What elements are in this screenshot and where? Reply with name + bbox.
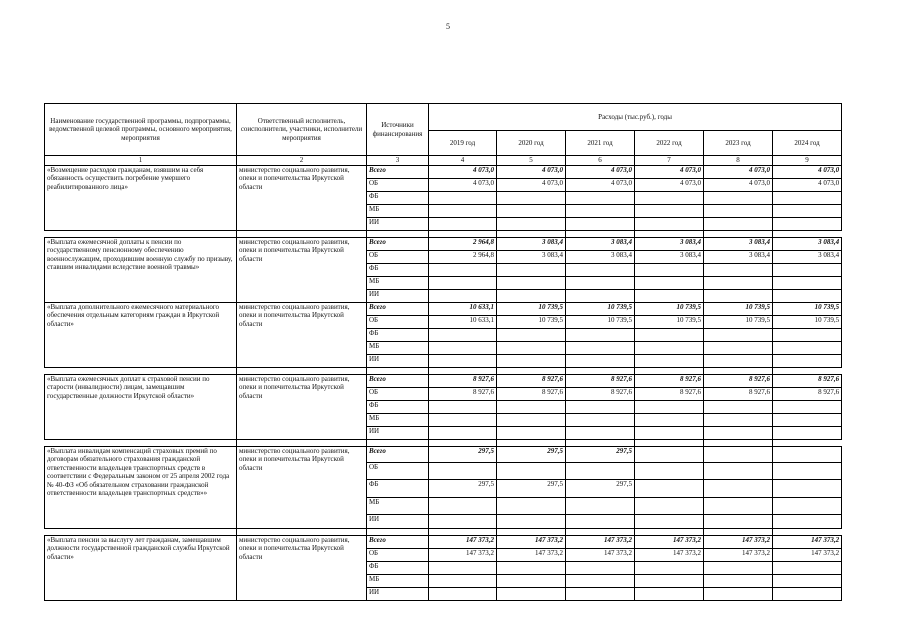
expense-value: [566, 277, 635, 290]
expense-value: 3 083,4: [566, 238, 635, 251]
expense-value: 2 964,8: [429, 251, 497, 264]
expense-value: 4 073,0: [429, 166, 497, 179]
table-row: [45, 447, 842, 463]
expense-value: 8 927,6: [635, 388, 704, 401]
expense-value: [566, 205, 635, 218]
expense-value: [497, 427, 566, 440]
expense-value: [497, 329, 566, 342]
expense-value: [497, 498, 566, 515]
spacer-cell: [429, 368, 497, 375]
program-name: «Выплата ежемесячных доплат к страховой пенсии по старости (инвалидности) лицам, замещавшим государственные должности Иркутской области»: [45, 375, 237, 440]
expense-value: [704, 588, 773, 601]
expense-value: 147 373,2: [429, 536, 497, 549]
expense-value: [429, 205, 497, 218]
expense-value: [704, 515, 773, 529]
spacer-cell: [497, 440, 566, 447]
responsible-executor: министерство социального развития, опеки и попечительства Иркутской области: [237, 375, 367, 440]
spacer-cell: [566, 231, 635, 238]
expense-value: [635, 575, 704, 588]
expense-value: [429, 355, 497, 368]
expense-value: [773, 447, 842, 463]
expense-value: 3 083,4: [704, 251, 773, 264]
program-name: «Выплата ежемесячной доплаты к пенсии по государственному пенсионному обеспечению военнослужащим, проходившим военную службу по призыву, ставшим инвалидами вследствие военной травмы»: [45, 238, 237, 303]
expense-value: [566, 515, 635, 529]
funding-source: Всего: [367, 303, 429, 316]
expense-value: 297,5: [429, 480, 497, 498]
spacer-cell: [429, 231, 497, 238]
column-number: 4: [429, 156, 497, 166]
funding-source: МБ: [367, 414, 429, 427]
spacer-cell: [566, 368, 635, 375]
spacer-cell: [773, 231, 842, 238]
expense-value: [429, 414, 497, 427]
expense-value: 147 373,2: [497, 536, 566, 549]
column-number: 3: [367, 156, 429, 166]
expense-value: [566, 498, 635, 515]
funding-source: ОБ: [367, 251, 429, 264]
expense-value: [566, 562, 635, 575]
expense-value: [635, 463, 704, 480]
expense-value: 8 927,6: [429, 388, 497, 401]
expense-value: [635, 277, 704, 290]
expense-value: 4 073,0: [704, 166, 773, 179]
spacer-cell: [497, 529, 566, 536]
expense-value: 10 739,5: [773, 316, 842, 329]
table-row: [45, 303, 842, 316]
expense-value: 147 373,2: [635, 536, 704, 549]
expense-value: 8 927,6: [497, 375, 566, 388]
expense-value: [635, 218, 704, 231]
expense-value: [773, 515, 842, 529]
expense-value: [773, 355, 842, 368]
header-source: Источники финансирования: [367, 104, 429, 156]
expense-value: 10 739,5: [497, 316, 566, 329]
spacer-cell: [635, 440, 704, 447]
funding-source: Всего: [367, 166, 429, 179]
spacer-cell: [773, 368, 842, 375]
spacer-cell: [367, 440, 429, 447]
spacer-cell: [237, 368, 367, 375]
expense-value: 297,5: [566, 480, 635, 498]
expense-value: [429, 498, 497, 515]
spacer-cell: [704, 440, 773, 447]
expense-value: 4 073,0: [704, 179, 773, 192]
expense-value: [704, 562, 773, 575]
expense-value: 4 073,0: [773, 179, 842, 192]
expense-value: 3 083,4: [566, 251, 635, 264]
header-year: 2019 год: [429, 131, 497, 156]
expense-value: 297,5: [497, 480, 566, 498]
expense-value: [566, 342, 635, 355]
expense-value: 147 373,2: [704, 536, 773, 549]
expense-value: [635, 342, 704, 355]
funding-source: МБ: [367, 277, 429, 290]
expense-value: [497, 575, 566, 588]
spacer-cell: [566, 529, 635, 536]
expense-value: 10 739,5: [635, 316, 704, 329]
expense-value: 3 083,4: [497, 251, 566, 264]
funding-source: Всего: [367, 375, 429, 388]
expense-value: [773, 575, 842, 588]
expense-value: [497, 277, 566, 290]
table-row: [45, 238, 842, 251]
funding-source: ФБ: [367, 480, 429, 498]
expense-value: 147 373,2: [773, 536, 842, 549]
expense-value: 8 927,6: [566, 388, 635, 401]
expense-value: [635, 562, 704, 575]
expense-value: 4 073,0: [635, 179, 704, 192]
expense-value: [773, 342, 842, 355]
table-row: [45, 375, 842, 388]
expense-value: 10 739,5: [566, 316, 635, 329]
spacer-cell: [566, 440, 635, 447]
expense-value: [497, 290, 566, 303]
expense-value: [429, 463, 497, 480]
expense-value: [497, 515, 566, 529]
funding-source: ИИ: [367, 588, 429, 601]
column-number: 7: [635, 156, 704, 166]
funding-source: МБ: [367, 342, 429, 355]
expense-value: 4 073,0: [566, 166, 635, 179]
expense-value: [566, 463, 635, 480]
row-spacer: [45, 440, 842, 447]
funding-source: ФБ: [367, 329, 429, 342]
expense-value: [429, 427, 497, 440]
expense-value: 147 373,2: [566, 536, 635, 549]
expense-value: 3 083,4: [635, 251, 704, 264]
spacer-cell: [45, 440, 237, 447]
funding-source: Всего: [367, 447, 429, 463]
expense-value: [635, 447, 704, 463]
spacer-cell: [367, 529, 429, 536]
expense-value: [497, 205, 566, 218]
funding-source: Всего: [367, 238, 429, 251]
funding-source: ИИ: [367, 355, 429, 368]
spacer-cell: [237, 231, 367, 238]
expense-value: [566, 264, 635, 277]
expense-value: 3 083,4: [773, 251, 842, 264]
expense-value: [497, 401, 566, 414]
expense-value: [773, 264, 842, 277]
spacer-cell: [635, 231, 704, 238]
expense-value: [704, 342, 773, 355]
expense-value: 10 739,5: [635, 303, 704, 316]
page-number: 5: [446, 22, 450, 31]
table-row: [45, 166, 842, 179]
expense-value: [704, 414, 773, 427]
expense-value: [566, 427, 635, 440]
expense-value: [566, 575, 635, 588]
expense-value: 10 739,5: [566, 303, 635, 316]
expense-value: [704, 264, 773, 277]
expense-value: [704, 290, 773, 303]
expense-value: [773, 414, 842, 427]
spacer-cell: [704, 231, 773, 238]
expense-value: [429, 588, 497, 601]
expense-value: 10 633,1: [429, 316, 497, 329]
header-expenses: Расходы (тыс.руб.), годы: [429, 104, 842, 131]
funding-source: ОБ: [367, 388, 429, 401]
expense-value: [429, 562, 497, 575]
expense-value: [566, 355, 635, 368]
expense-value: 297,5: [566, 447, 635, 463]
expense-value: [704, 218, 773, 231]
spacer-cell: [497, 368, 566, 375]
expense-value: [704, 427, 773, 440]
expense-value: 8 927,6: [704, 388, 773, 401]
responsible-executor: министерство социального развития, опеки и попечительства Иркутской области: [237, 303, 367, 368]
expense-value: 3 083,4: [497, 238, 566, 251]
column-number: 2: [237, 156, 367, 166]
spacer-cell: [429, 440, 497, 447]
expense-value: [773, 277, 842, 290]
expense-value: [497, 218, 566, 231]
expense-value: [497, 414, 566, 427]
expense-value: [566, 290, 635, 303]
expense-value: 10 633,1: [429, 303, 497, 316]
expense-value: 147 373,2: [635, 549, 704, 562]
responsible-executor: министерство социального развития, опеки и попечительства Иркутской области: [237, 536, 367, 601]
program-name: «Возмещение расходов гражданам, взявшим на себя обязанность осуществить погребение умершего реабилитированного лица»: [45, 166, 237, 231]
expense-value: 147 373,2: [704, 549, 773, 562]
expense-value: 8 927,6: [566, 375, 635, 388]
funding-source: ФБ: [367, 401, 429, 414]
expense-value: [773, 192, 842, 205]
expense-value: 8 927,6: [773, 375, 842, 388]
header-year: 2022 год: [635, 131, 704, 156]
expense-value: 10 739,5: [704, 316, 773, 329]
spacer-cell: [773, 529, 842, 536]
header-year: 2021 год: [566, 131, 635, 156]
spacer-cell: [497, 231, 566, 238]
expense-value: [635, 480, 704, 498]
budget-table: [44, 103, 842, 601]
responsible-executor: министерство социального развития, опеки и попечительства Иркутской области: [237, 447, 367, 529]
expense-value: 147 373,2: [497, 549, 566, 562]
expense-value: [704, 480, 773, 498]
expense-value: 297,5: [497, 447, 566, 463]
expense-value: [704, 575, 773, 588]
spacer-cell: [635, 529, 704, 536]
expense-value: 3 083,4: [773, 238, 842, 251]
expense-value: [773, 562, 842, 575]
column-number: 8: [704, 156, 773, 166]
funding-source: ИИ: [367, 290, 429, 303]
expense-value: 4 073,0: [497, 179, 566, 192]
expense-value: 8 927,6: [773, 388, 842, 401]
funding-source: МБ: [367, 498, 429, 515]
spacer-cell: [45, 368, 237, 375]
spacer-cell: [367, 231, 429, 238]
expense-value: [429, 264, 497, 277]
expense-value: 147 373,2: [429, 549, 497, 562]
expense-value: [429, 329, 497, 342]
expense-value: [704, 355, 773, 368]
expense-value: 3 083,4: [704, 238, 773, 251]
expense-value: [497, 264, 566, 277]
expense-value: [773, 218, 842, 231]
expense-value: 4 073,0: [635, 166, 704, 179]
table-row: [45, 536, 842, 549]
program-name: «Выплата инвалидам компенсаций страховых премий по договорам обязательного страхования гражданской ответственности владельцев транспортных средств в соответствии с Федеральным законом от 25 апреля 2002 года № 40-ФЗ «Об обязательном страховании гражданской ответственности владельцев транспортных средств»»: [45, 447, 237, 529]
expense-value: 10 739,5: [497, 303, 566, 316]
expense-value: [566, 192, 635, 205]
spacer-cell: [237, 440, 367, 447]
expense-value: [635, 427, 704, 440]
expense-value: [773, 480, 842, 498]
column-number: 5: [497, 156, 566, 166]
spacer-cell: [237, 529, 367, 536]
funding-source: ОБ: [367, 463, 429, 480]
header-executor: Ответственный исполнитель, соисполнители, участники, исполнители мероприятия: [237, 104, 367, 156]
funding-source: ИИ: [367, 218, 429, 231]
spacer-cell: [704, 529, 773, 536]
expense-value: [773, 205, 842, 218]
expense-value: 10 739,5: [773, 303, 842, 316]
expense-value: 147 373,2: [566, 549, 635, 562]
expense-value: 3 083,4: [635, 238, 704, 251]
expense-value: [497, 562, 566, 575]
responsible-executor: министерство социального развития, опеки и попечительства Иркутской области: [237, 238, 367, 303]
expense-value: [429, 277, 497, 290]
program-name: «Выплата пенсии за выслугу лет гражданам, замещавшим должности государственной гражданской службы Иркутской области»: [45, 536, 237, 601]
expense-value: 8 927,6: [635, 375, 704, 388]
expense-value: [497, 355, 566, 368]
expense-value: [635, 329, 704, 342]
budget-body: [45, 166, 842, 601]
expense-value: [704, 498, 773, 515]
funding-source: ФБ: [367, 264, 429, 277]
spacer-cell: [45, 231, 237, 238]
funding-source: МБ: [367, 205, 429, 218]
expense-value: 8 927,6: [497, 388, 566, 401]
expense-value: [635, 515, 704, 529]
header-year: 2024 год: [773, 131, 842, 156]
expense-value: [635, 588, 704, 601]
expense-value: [635, 290, 704, 303]
row-spacer: [45, 231, 842, 238]
expense-value: [497, 192, 566, 205]
expense-value: 147 373,2: [773, 549, 842, 562]
funding-source: МБ: [367, 575, 429, 588]
funding-source: ОБ: [367, 316, 429, 329]
expense-value: 10 739,5: [704, 303, 773, 316]
expense-value: 4 073,0: [773, 166, 842, 179]
header-year: 2023 год: [704, 131, 773, 156]
row-spacer: [45, 368, 842, 375]
expense-value: [704, 401, 773, 414]
expense-value: 4 073,0: [497, 166, 566, 179]
expense-value: [635, 414, 704, 427]
spacer-cell: [429, 529, 497, 536]
expense-value: [704, 205, 773, 218]
expense-value: [773, 463, 842, 480]
expense-value: 297,5: [429, 447, 497, 463]
spacer-cell: [367, 368, 429, 375]
expense-value: 4 073,0: [566, 179, 635, 192]
row-spacer: [45, 529, 842, 536]
funding-source: ИИ: [367, 515, 429, 529]
expense-value: [429, 401, 497, 414]
expense-value: [773, 588, 842, 601]
expense-value: 8 927,6: [429, 375, 497, 388]
expense-value: [429, 192, 497, 205]
expense-value: [429, 290, 497, 303]
expense-value: [497, 463, 566, 480]
expense-value: [635, 205, 704, 218]
spacer-cell: [45, 529, 237, 536]
expense-value: [429, 575, 497, 588]
expense-value: [566, 588, 635, 601]
expense-value: [773, 329, 842, 342]
expense-value: [635, 192, 704, 205]
expense-value: [704, 192, 773, 205]
expense-value: [635, 498, 704, 515]
expense-value: [429, 342, 497, 355]
expense-value: [566, 401, 635, 414]
expense-value: [704, 277, 773, 290]
funding-source: ФБ: [367, 562, 429, 575]
expense-value: [429, 515, 497, 529]
funding-source: ОБ: [367, 549, 429, 562]
funding-source: Всего: [367, 536, 429, 549]
column-number: 1: [45, 156, 237, 166]
expense-value: 8 927,6: [704, 375, 773, 388]
expense-value: [773, 401, 842, 414]
header-name: Наименование государственной программы, подпрограммы, ведомственной целевой программы, основного мероприятия, мероприятия: [45, 104, 237, 156]
expense-value: [773, 290, 842, 303]
expense-value: [773, 427, 842, 440]
expense-value: [635, 401, 704, 414]
column-number: 9: [773, 156, 842, 166]
expense-value: [635, 355, 704, 368]
funding-source: ИИ: [367, 427, 429, 440]
expense-value: [429, 218, 497, 231]
expense-value: [497, 588, 566, 601]
funding-source: ОБ: [367, 179, 429, 192]
funding-source: ФБ: [367, 192, 429, 205]
header-year: 2020 год: [497, 131, 566, 156]
expense-value: 4 073,0: [429, 179, 497, 192]
expense-value: [704, 447, 773, 463]
expense-value: 2 964,8: [429, 238, 497, 251]
expense-value: [566, 329, 635, 342]
responsible-executor: министерство социального развития, опеки и попечительства Иркутской области: [237, 166, 367, 231]
expense-value: [704, 463, 773, 480]
expense-value: [566, 414, 635, 427]
spacer-cell: [704, 368, 773, 375]
expense-value: [704, 329, 773, 342]
expense-value: [635, 264, 704, 277]
spacer-cell: [773, 440, 842, 447]
expense-value: [497, 342, 566, 355]
column-number: 6: [566, 156, 635, 166]
expense-value: [566, 218, 635, 231]
expense-value: [773, 498, 842, 515]
spacer-cell: [635, 368, 704, 375]
program-name: «Выплата дополнительного ежемесячного материального обеспечения отдельным категориям граждан в Иркутской области»: [45, 303, 237, 368]
